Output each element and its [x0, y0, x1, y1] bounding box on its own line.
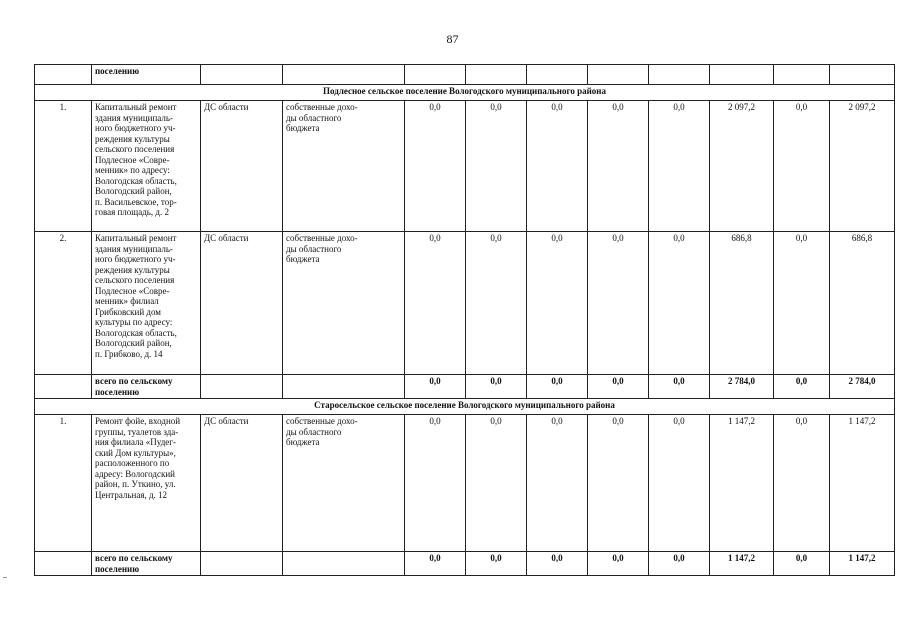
row-description: Капитальный ремонт здания муниципаль- ного бюджетного уч- реждения культуры сельского поселения Подлесное «Совре- менник» филиал Грибковский дом культуры по адресу: Вологодская область, Вологодский район, п. Грибково, д. 14 — [92, 232, 201, 375]
table-row — [35, 415, 895, 552]
row-customer: ДС области — [201, 415, 283, 552]
section-header-row — [35, 85, 895, 101]
table-row — [35, 232, 895, 375]
value-cell: 0,0 — [527, 415, 588, 552]
value-cell: 0,0 — [466, 232, 527, 375]
row-customer: ДС области — [201, 101, 283, 232]
row-funding-source: собственные дохо- ды областного бюджета — [283, 101, 405, 232]
section-header-row — [35, 399, 895, 415]
value-cell: 0,0 — [405, 101, 466, 232]
value-cell: 2 097,2 — [710, 101, 774, 232]
value-cell: 0,0 — [649, 415, 710, 552]
value-cell: 686,8 — [710, 232, 774, 375]
value-cell: 0,0 — [649, 232, 710, 375]
value-cell: 0,0 — [588, 101, 649, 232]
value-cell: 0,0 — [588, 232, 649, 375]
total-value-cell: 0,0 — [588, 552, 649, 576]
total-value-cell: 0,0 — [466, 375, 527, 399]
total-value-cell: 1 147,2 — [830, 552, 895, 576]
total-value-cell: 0,0 — [466, 552, 527, 576]
total-value-cell: 0,0 — [588, 375, 649, 399]
index-cell — [35, 552, 92, 576]
empty-cell — [283, 375, 405, 399]
total-value-cell: 0,0 — [527, 552, 588, 576]
total-label: всего по сельскому поселению — [92, 375, 201, 399]
value-cell: 0,0 — [649, 101, 710, 232]
page-number: 87 — [446, 32, 459, 46]
row-index: 1. — [35, 101, 92, 232]
total-row — [35, 552, 895, 576]
section-title: Старосельское сельское поселение Вологодского муниципального района — [35, 399, 895, 415]
empty-cell — [201, 552, 283, 576]
scan-mark — [3, 577, 7, 578]
value-cell: 0,0 — [774, 415, 830, 552]
value-cell: 2 097,2 — [830, 101, 895, 232]
table-row — [35, 101, 895, 232]
value-cell: 686,8 — [830, 232, 895, 375]
value-cell: 0,0 — [527, 101, 588, 232]
row-customer: ДС области — [201, 232, 283, 375]
value-cell: 0,0 — [405, 415, 466, 552]
row-funding-source: собственные дохо- ды областного бюджета — [283, 232, 405, 375]
section-title: Подлесное сельское поселение Вологодского муниципального района — [35, 85, 895, 101]
value-cell: 0,0 — [588, 415, 649, 552]
total-value-cell: 0,0 — [774, 375, 830, 399]
total-value-cell: 0,0 — [774, 552, 830, 576]
total-value-cell: 0,0 — [527, 375, 588, 399]
total-value-cell: 1 147,2 — [710, 552, 774, 576]
row-index: 1. — [35, 415, 92, 552]
value-cell: 0,0 — [774, 232, 830, 375]
total-label: всего по сельскому поселению — [92, 552, 201, 576]
total-value-cell: 0,0 — [405, 552, 466, 576]
index-cell — [35, 65, 92, 85]
total-row — [35, 375, 895, 399]
index-cell — [35, 375, 92, 399]
carry-over-row — [35, 65, 895, 85]
value-cell: 1 147,2 — [710, 415, 774, 552]
value-cell: 0,0 — [527, 232, 588, 375]
total-value-cell: 2 784,0 — [710, 375, 774, 399]
row-index: 2. — [35, 232, 92, 375]
row-description: Ремонт фойе, входной группы, туалетов зда- ния филиала «Пудег- ский Дом культуры», расположенного по адресу: Вологодский район, п. Уткино, ул. Центральная, д. 12 — [92, 415, 201, 552]
value-cell: 0,0 — [774, 101, 830, 232]
value-cell: 0,0 — [466, 415, 527, 552]
total-value-cell: 2 784,0 — [830, 375, 895, 399]
total-value-cell: 0,0 — [649, 375, 710, 399]
carry-over-label: поселению — [92, 65, 201, 85]
total-value-cell: 0,0 — [405, 375, 466, 399]
empty-cell — [201, 375, 283, 399]
total-value-cell: 0,0 — [649, 552, 710, 576]
budget-table — [34, 64, 895, 576]
value-cell: 0,0 — [466, 101, 527, 232]
value-cell: 0,0 — [405, 232, 466, 375]
row-description: Капитальный ремонт здания муниципаль- ного бюджетного уч- реждения культуры сельского поселения Подлесное «Совре- менник» по адресу: Вологодская область, Вологодский район, п. Васильевское, тор- говая площадь, д. 2 — [92, 101, 201, 232]
value-cell: 1 147,2 — [830, 415, 895, 552]
empty-cell — [283, 552, 405, 576]
row-funding-source: собственные дохо- ды областного бюджета — [283, 415, 405, 552]
